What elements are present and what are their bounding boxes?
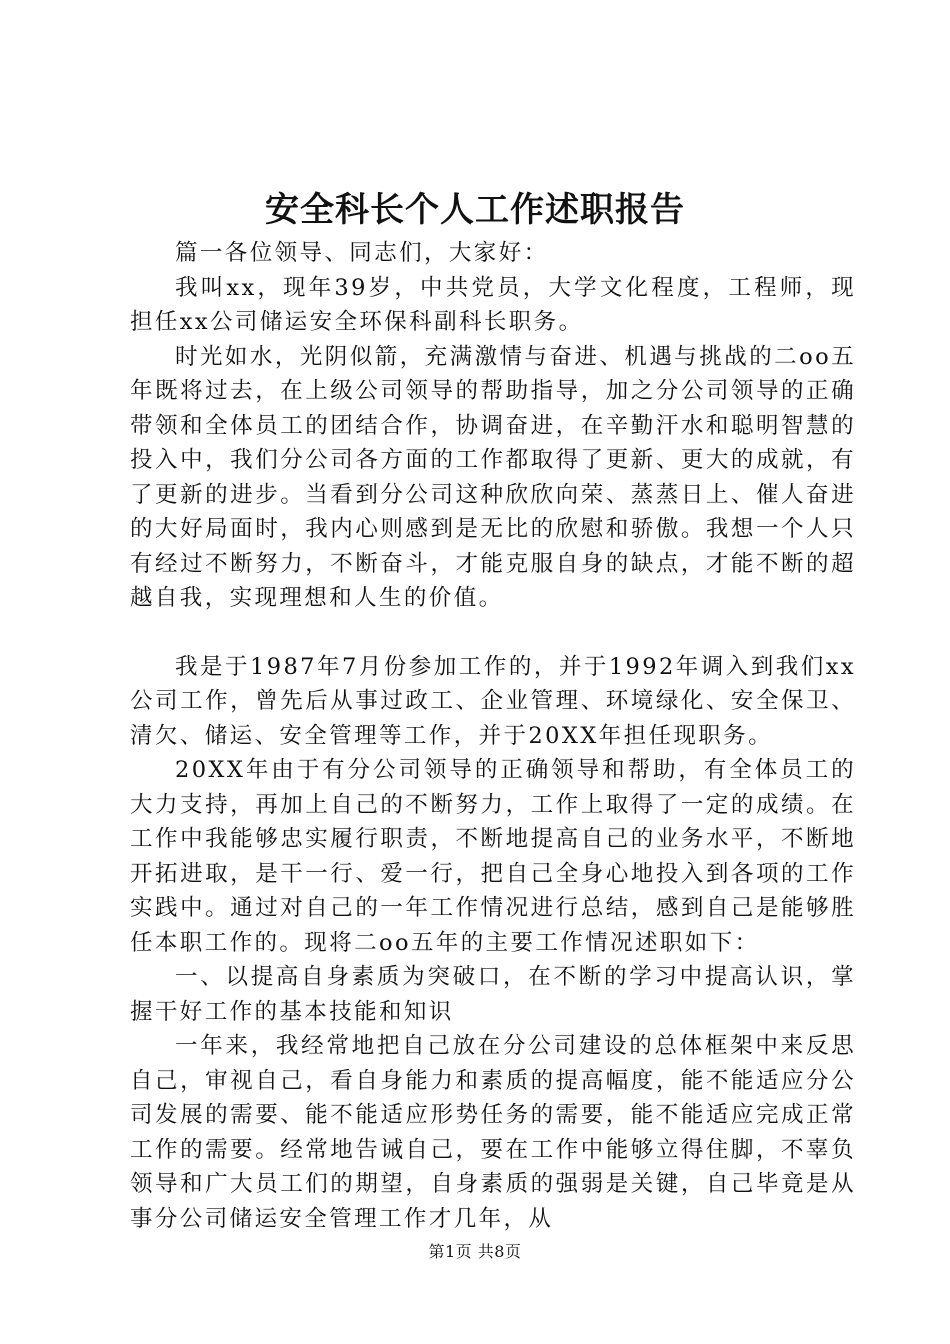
document-body [130, 236, 856, 1236]
reflection-paragraph: 时光如水，光阴似箭，充满激情与奋进、机遇与挑战的二oo五年既将过去，在上级公司领导的帮助指导，加之分公司领导的正确带领和全体员工的团结合作，协调奋进，在辛勤汗水和聪明智慧的投入中，我们分公司各方面的工作都取得了更新、更大的成就，有了更新的进步。当看到分公司这种欣欣向荣、蒸蒸日上、催人奋进的大好局面时，我内心则感到是无比的欣慰和骄傲。我想一个人只有经过不断努力，不断奋斗，才能克服自身的缺点，才能不断的超越自我，实现理想和人生的价值。 [130, 343, 856, 611]
career-history-paragraph: 我是于1987年7月份参加工作的，并于1992年调入到我们xx公司工作，曾先后从事过政工、企业管理、环境绿化、安全保卫、清欠、储运、安全管理等工作，并于20XX年担任现职务。 [130, 653, 856, 749]
document-title: 安全科长个人工作述职报告 [265, 190, 685, 230]
self-intro-paragraph: 我叫xx，现年39岁，中共党员，大学文化程度，工程师，现担任xx公司储运安全环保科副科长职务。 [130, 274, 856, 335]
annual-summary-paragraph: 20XX年由于有分公司领导的正确领导和帮助，有全体员工的大力支持，再加上自己的不断努力，工作上取得了一定的成绩。在工作中我能够忠实履行职责，不断地提高自己的业务水平，不断地开拓进取，是干一行、爱一行，把自己全身心地投入到各项的工作实践中。通过对自己的一年工作情况进行总结，感到自己是能够胜任本职工作的。现将二oo五年的主要工作情况述职如下： [130, 757, 856, 956]
greeting-paragraph: 篇一各位领导、同志们，大家好： [175, 240, 549, 266]
page-number-footer: 第1页 共8页 [428, 1242, 522, 1261]
self-assessment-paragraph: 一年来，我经常地把自己放在分公司建设的总体框架中来反思自己，审视自己，看自身能力和素质的提高幅度，能不能适应分公司发展的需要、能不能适应形势任务的需要，能不能适应完成正常工作的需要。经常地告诫自己，要在工作中能够立得住脚，不辜负领导和广大员工们的期望，自身素质的强弱是关键，自己毕竟是从事分公司储运安全管理工作才几年，从 [130, 1033, 856, 1232]
section-heading-one: 一、以提高自身素质为突破口，在不断的学习中提高认识，掌握干好工作的基本技能和知识 [130, 964, 856, 1025]
